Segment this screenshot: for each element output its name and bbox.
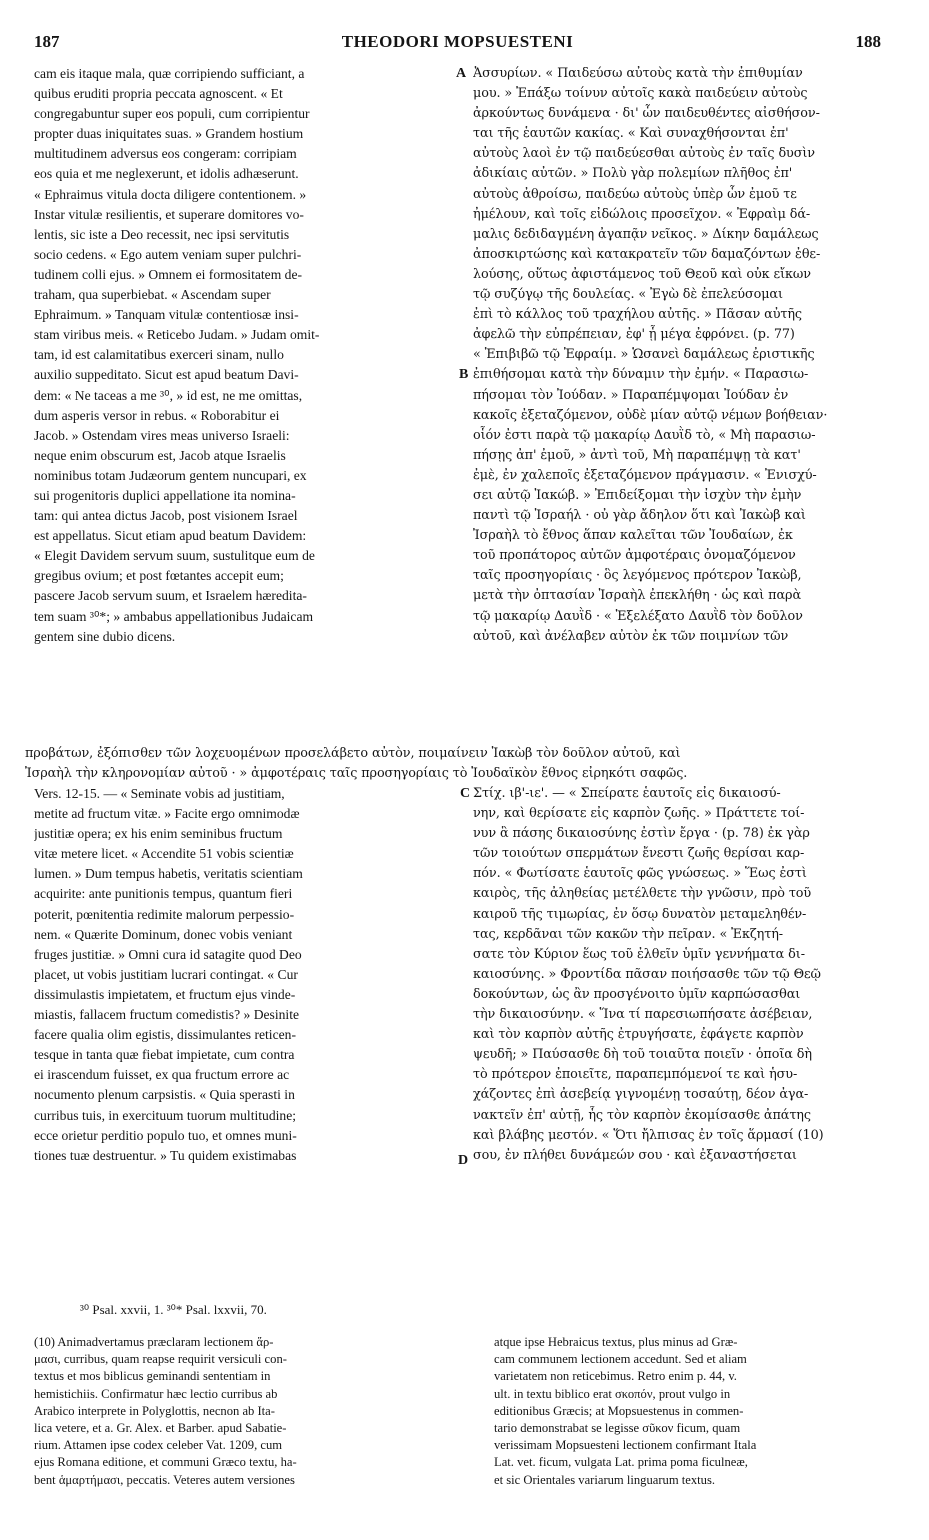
text-line: pascere Jacob servum suum, et Israelem hæredita- — [34, 588, 307, 604]
text-line: σει αὐτῷ Ἰακώβ. » Ἐπιδείξομαι τὴν ἰσχὺν τὴν ἐμὴν — [473, 487, 802, 503]
text-line: τοῦ προπάτορος αὐτῶν ἀμφοτέραις ὀνομαζόμενον — [473, 548, 796, 564]
note-line: cam communem lectionem accedunt. Sed et aliam — [494, 1352, 747, 1367]
text-line: τῷ μακαρίῳ Δαυῒδ · « Ἐξελέξατο Δαυῒδ τὸν δοῦλον — [473, 608, 803, 624]
text-line: tiones tuæ destruentur. » Tu quidem existimabas — [34, 1147, 297, 1163]
text-line: vitæ metere licet. « Accendite 51 vobis scientiæ — [34, 846, 294, 862]
text-line: miastis, fallacem fructum comedistis? » Desinite — [34, 1007, 300, 1023]
greek-full-width-lines — [25, 744, 900, 784]
editor-note-right — [494, 1334, 904, 1489]
text-line: καιοσύνης. » Φροντίδα πᾶσαν ποιήσασθε τῶν τῷ Θεῷ — [473, 966, 821, 982]
text-line: « Elegit Davidem servum suum, sustulitque eum de — [34, 548, 315, 564]
text-line: πόν. « Φωτίσατε ἑαυτοῖς φῶς γνώσεως. » Ἕως ἐστὶ — [473, 866, 807, 882]
text-line: acquirite: ante punitionis tempus, quantum fieri — [34, 886, 293, 902]
text-line: νυν ἃ πάσης δικαιοσύνης ἐστὶν ἔργα · (p. 78) ἐκ γὰρ — [473, 826, 810, 842]
text-line: σου, ἐν πλήθει δυνάμεών σου · καὶ ἐξαναστήσεται — [473, 1147, 797, 1163]
text-line: stam viribus meis. « Reticebo Judam. » Judam omit- — [34, 327, 320, 343]
text-line: νην, καὶ θερίσατε εἰς καρπὸν ζωῆς. » Πράττετε τοί- — [473, 806, 805, 822]
text-line: sui progenitoris duplici appellatione ita nomina- — [34, 487, 296, 503]
margin-marker-d: D — [458, 1153, 469, 1168]
text-line: ταῖς προσηγορίαις · ὃς λεγόμενος πρότερον Ἰακὼβ, — [473, 568, 802, 584]
text-line: Instar vitulæ resilientis, et superare domitores vo- — [34, 206, 304, 222]
text-line: multitudinem adversus eos congeram: corripiam — [34, 146, 297, 162]
note-line: Lat. vet. ficum, vulgata Lat. prima poma ficulneæ, — [494, 1455, 748, 1470]
text-line: Ephraimum. » Tanquam vitulæ contentiosæ insi- — [34, 307, 299, 323]
editor-note-left — [34, 1334, 474, 1489]
text-line: δοκούντων, ὡς ἂν προσγένοιτο ὑμῖν καρπώσασθαι — [473, 986, 801, 1002]
note-line: textus et mos biblicus geminandi sententiam in — [34, 1369, 271, 1384]
note-line: μασι, curribus, quam reapse requirit versiculi con- — [34, 1352, 287, 1367]
note-line: lica vetere, et a. Gr. Alex. et Barber. apud Sabatie- — [34, 1420, 287, 1435]
text-line: congregabuntur super eos populi, cum corripientur — [34, 106, 310, 122]
greek-column-upper — [473, 64, 903, 647]
footnotes: ³⁰ Psal. xxvii, 1. ³⁰* Psal. lxxvii, 70. — [80, 1302, 267, 1317]
text-line: τὴν δικαιοσύνην. « Ἵνα τί παρεσιωπήσατε ἀσέβειαν, — [473, 1007, 813, 1023]
text-line: Vers. 12-15. — « Seminate vobis ad justitiam, — [34, 786, 285, 801]
text-line: λούσης, οὕτως ἀφιστάμενος τοῦ Θεοῦ καὶ οὐκ εἴκων — [473, 266, 811, 282]
text-line: Jacob. » Ostendam vires meas universo Israeli: — [34, 427, 290, 443]
note-line: bent ἁμαρτήμασι, peccatis. Veteres autem versiones — [34, 1472, 295, 1487]
text-line: dissimulastis impietatem, et fructum ejus vinde- — [34, 986, 296, 1002]
text-line: ἀφελῶ τὴν εὐπρέπειαν, ἐφ' ᾗ μέγα ἐφρόνει. (p. 77) — [473, 327, 795, 343]
note-line: et sic Orientales variarum linguarum textus. — [494, 1472, 716, 1487]
margin-marker-b: B — [459, 367, 469, 382]
text-line: neque enim obscurum est, Jacob atque Israelis — [34, 447, 286, 463]
note-line: editionibus Græcis; at Mopsuestenus in commen- — [494, 1403, 744, 1418]
text-line: ἐμὲ, ἐν χαλεποῖς ἐξεταζόμενον πράγμασιν. « Ἐνισχύ- — [473, 467, 817, 483]
text-line: ἀρκούντως δυνάμενα · δι' ὧν παιδευθέντες αἰσθήσον- — [473, 106, 820, 122]
text-line: « Ἐπιβιβῶ τῷ Ἐφραίμ. » Ὡσανεὶ δαμάλεως ἐριστικῆς — [473, 347, 815, 363]
text-line: σατε τὸν Κύριον ἕως τοῦ ἐλθεῖν ὑμῖν γεννήματα δι- — [473, 946, 805, 962]
note-line: rium. Attamen ipse codex celeber Vat. 1209, cum — [34, 1438, 283, 1453]
text-line: προβάτων, ἐξόπισθεν τῶν λοχευομένων προσελάβετο αὐτὸν, ποιμαίνειν Ἰακὼβ τὸν δοῦλον αὐτοῦ, καὶ — [25, 746, 681, 761]
text-line: curribus tuis, in exercituum tuorum multitudine; — [34, 1107, 297, 1123]
text-line: αὐτοὺς λαοὶ ἐν τῷ παιδεύεσθαι αὐτοὺς ἐν ταῖς δυσὶν — [473, 146, 815, 162]
text-line: nominibus totam Judæorum gentem nuncupari, ex — [34, 467, 307, 483]
text-line: τῷ συζύγῳ τῆς δουλείας. « Ἐγὼ δὲ ἐπελεύσομαι — [473, 287, 783, 303]
text-line: ἠμέλουν, καὶ τοῖς εἰδώλοις προσεῖχον. « Ἐφραὶμ δά- — [473, 206, 811, 222]
text-line: πήσομαι τὸν Ἰούδαν. » Παραπέμψομαι Ἰούδαν ἐν — [473, 387, 789, 403]
note-line: verissimam Mopsuesteni lectionem confirmant Itala — [494, 1438, 757, 1453]
text-line: fruges justitiæ. » Omni cura id satagite quod Deo — [34, 946, 302, 962]
text-line: tem suam ³⁰*; » ambabus appellationibus Judaicam — [34, 608, 314, 624]
running-title: THEODORI MOPSUESTENI — [341, 32, 574, 51]
text-line: καιροῦ τῆς τιμωρίας, ἐν ὅσῳ δυνατὸν μεταμεληθέν- — [473, 906, 807, 922]
text-line: Στίχ. ιβ'-ιε'. — « Σπείρατε ἑαυτοῖς εἰς δικαιοσύ- — [473, 786, 781, 801]
text-line: τας, κερδᾶναι τῶν κακῶν τὴν πεῖραν. « Ἐκζητή- — [473, 926, 784, 942]
text-line: tam, id est calamitatibus exerceri sinam, nullo — [34, 347, 284, 363]
text-line: ται τῆς ἑαυτῶν κακίας. « Καὶ συναχθήσονται ἐπ' — [473, 126, 789, 142]
text-line: est appellatus. Sicut etiam apud beatum Davidem: — [34, 528, 307, 544]
text-line: eos quia et me neglexerunt, et idolis adhæserunt. — [34, 166, 299, 182]
text-line: αὐτοῦ, καὶ ἀνέλαβεν αὐτὸν ἐκ τῶν ποιμνίων τῶν — [473, 628, 789, 644]
text-line: « Ephraimus vitula docta diligere contentionem. » — [34, 186, 307, 202]
text-line: placet, ut vobis justitiam lucrari contingat. « Cur — [34, 966, 298, 982]
note-line: (10) Animadvertamus præclaram lectionem ἅρ- — [34, 1335, 274, 1349]
text-line: καὶ βλάβης μεστόν. « Ὅτι ἤλπισας ἐν τοῖς ἅρμασί (10) — [473, 1127, 824, 1143]
text-line: tam: qui antea dictus Jacob, post visionem Israel — [34, 508, 298, 524]
note-line: tario demonstrabat se legisse σῦκον ficum, quam — [494, 1420, 741, 1435]
note-line: Arabico interprete in Polyglottis, necnon ab Ita- — [34, 1403, 275, 1418]
text-line: socio cedens. « Ego autem veniam super pulchri- — [34, 246, 302, 262]
text-line: ἀδικίαις αὐτῶν. » Πολὺ γὰρ πολεμίων πλῆθος ἐπ' — [473, 166, 793, 182]
text-line: κακοῖς ἐξεταζόμενον, οὐδὲ μίαν αὐτῷ νέμων βοήθειαν· — [473, 407, 828, 423]
text-line: propter duas iniquitates suas. » Grandem hostium — [34, 126, 304, 142]
text-line: πήσῃς ἀπ' ἐμοῦ, » ἀντὶ τοῦ, Μὴ παραπέμψῃ τὰ κατ' — [473, 447, 801, 463]
text-line: traham, qua superbiebat. « Ascendam super — [34, 287, 271, 303]
text-line: justitiæ opera; ex his enim seminibus fructum — [34, 826, 283, 842]
page-number-right: 188 — [855, 32, 881, 51]
text-line: ecce orietur perditio populo tuo, et omnes muni- — [34, 1127, 297, 1143]
text-line: lumen. » Dum tempus habetis, veritatis scientiam — [34, 866, 303, 882]
text-line: ψευδῆ; » Παύσασθε δὴ τοῦ τοιαῦτα ποιεῖν · ὁποῖα δὴ — [473, 1047, 812, 1063]
text-line: αὐτοὺς ἀθροίσω, παιδεύω αὐτοὺς ὑπὲρ ὧν ἐμοῦ τε — [473, 186, 797, 202]
text-line: metite ad fructum vitæ. » Facite ergo omnimodæ — [34, 806, 300, 822]
greek-column-lower — [473, 784, 903, 1166]
note-line: atque ipse Hebraicus textus, plus minus ad Græ- — [494, 1335, 738, 1349]
text-line: quibus eruditi propria peccata agnoscent. « Et — [34, 86, 283, 102]
text-line: auxilio suppeditato. Sicut est apud beatum Davi- — [34, 367, 299, 383]
text-line: Ἀσσυρίων. « Παιδεύσω αὐτοὺς κατὰ τὴν ἐπιθυμίαν — [473, 66, 803, 81]
text-line: dem: « Ne taceas a me ³⁰, » id est, ne me omittas, — [34, 387, 303, 403]
text-line: τῶν τοιούτων σπερμάτων ἔνεστι ζωῆς θερίσαι καρ- — [473, 846, 805, 862]
text-line: μαλις δεδιδαγμένη ἀγαπᾷν νεῖκος. » Δίκην δαμάλεως — [473, 226, 819, 242]
margin-marker-a: A — [456, 66, 467, 81]
margin-marker-c: C — [460, 786, 471, 801]
text-line: ei irascendum fuisset, ex qua fructum errore ac — [34, 1067, 290, 1083]
text-line: cam eis itaque mala, quæ corripiendo sufficiant, a — [34, 66, 305, 81]
running-header — [34, 32, 881, 56]
text-line: gentem sine dubio dicens. — [34, 628, 176, 644]
text-line: μετὰ τὴν ὀπτασίαν Ἰσραὴλ ἐπεκλήθη · ὡς καὶ παρὰ — [473, 588, 801, 604]
text-line: μου. » Ἐπάξω τοίνυν αὐτοῖς κακὰ παιδεύειν αὐτοὺς — [473, 86, 808, 102]
text-line: ἐπὶ τὸ κάλλος τοῦ τραχήλου αὐτῆς. » Πᾶσαν αὐτῆς — [473, 307, 803, 323]
text-line: nem. « Quærite Dominum, donec vobis veniant — [34, 926, 293, 942]
text-line: χάζοντες ἐπὶ ἀσεβείᾳ γιγνομένῃ τοσαύτῃ, δέον ἀγα- — [473, 1087, 809, 1103]
note-line: hemistichiis. Confirmatur hæc lectio curribus ab — [34, 1386, 278, 1401]
text-line: τὸ πρότερον ἐποιεῖτε, παραπεμπόμενοί τε καὶ ἡσυ- — [473, 1067, 798, 1083]
text-line: lentis, sic iste a Deo recessit, nec ipsi servitutis — [34, 226, 290, 242]
text-line: καιρὸς, τῆς ἀληθείας μετέλθετε τὴν γνῶσιν, πρὸ τοῦ — [473, 886, 812, 902]
latin-column-lower — [34, 784, 458, 1166]
text-line: dum asperis versor in rebus. « Roborabitur ei — [34, 407, 280, 423]
text-line: Ἰσραὴλ τὸ ἔθνος ἅπαν καλεῖται τῶν Ἰουδαίων, ἐκ — [473, 528, 793, 544]
text-line: ἐπιθήσομαι κατὰ τὴν δύναμιν τὴν ἐμήν. « Παρασιω- — [473, 367, 809, 383]
text-line: Ἰσραὴλ τὴν κληρονομίαν αὐτοῦ · » ἀμφοτέραις ταῖς προσηγορίαις τὸ Ἰουδαϊκὸν ἔθνος εἰρηκότι σαφῶς. — [25, 766, 688, 782]
text-line: tesque in tanta quæ fiebat impietate, cum contra — [34, 1047, 295, 1063]
text-line: παντὶ τῷ Ἰσραήλ · οὐ γὰρ ἄδηλον ὅτι καὶ Ἰακὼβ καὶ — [473, 508, 806, 524]
text-line: οἷόν ἐστι παρὰ τῷ μακαρίῳ Δαυῒδ τὸ, « Μὴ παρασιω- — [473, 427, 816, 443]
text-line: nocumento plenum carpsistis. « Quia sperasti in — [34, 1087, 295, 1103]
text-line: facere qualia olim egistis, dissimulantes reticen- — [34, 1027, 296, 1043]
text-line: ἀποσκιρτώσης καὶ κατακρατεῖν τῶν δαμαζόντων ἐθε- — [473, 246, 821, 262]
note-line: varietatem non reticebimus. Retro enim p. 44, v. — [494, 1369, 737, 1384]
text-line: tudinem colli ejus. » Omnem ei formositatem de- — [34, 266, 303, 282]
page-number-left: 187 — [34, 32, 60, 51]
text-line: νακτεῖν ἐπ' αὐτῇ, ἧς τὸν καρπὸν ἐκομίσασθε ἀπάτης — [473, 1107, 811, 1123]
text-line: poterit, pœnitentia redimite malorum perpessio- — [34, 906, 295, 922]
text-line: καὶ τὸν καρπὸν αὐτῆς ἐτρυγήσατε, ἐφάγετε καρπὸν — [473, 1027, 804, 1043]
note-line: ult. in textu biblico erat σκοπόν, prout vulgo in — [494, 1386, 731, 1401]
latin-column-upper — [34, 64, 458, 647]
text-line: gregibus ovium; et post fœtantes accepit eum; — [34, 568, 284, 584]
note-line: ejus Romana editione, et communi Græco textu, ha- — [34, 1455, 297, 1470]
